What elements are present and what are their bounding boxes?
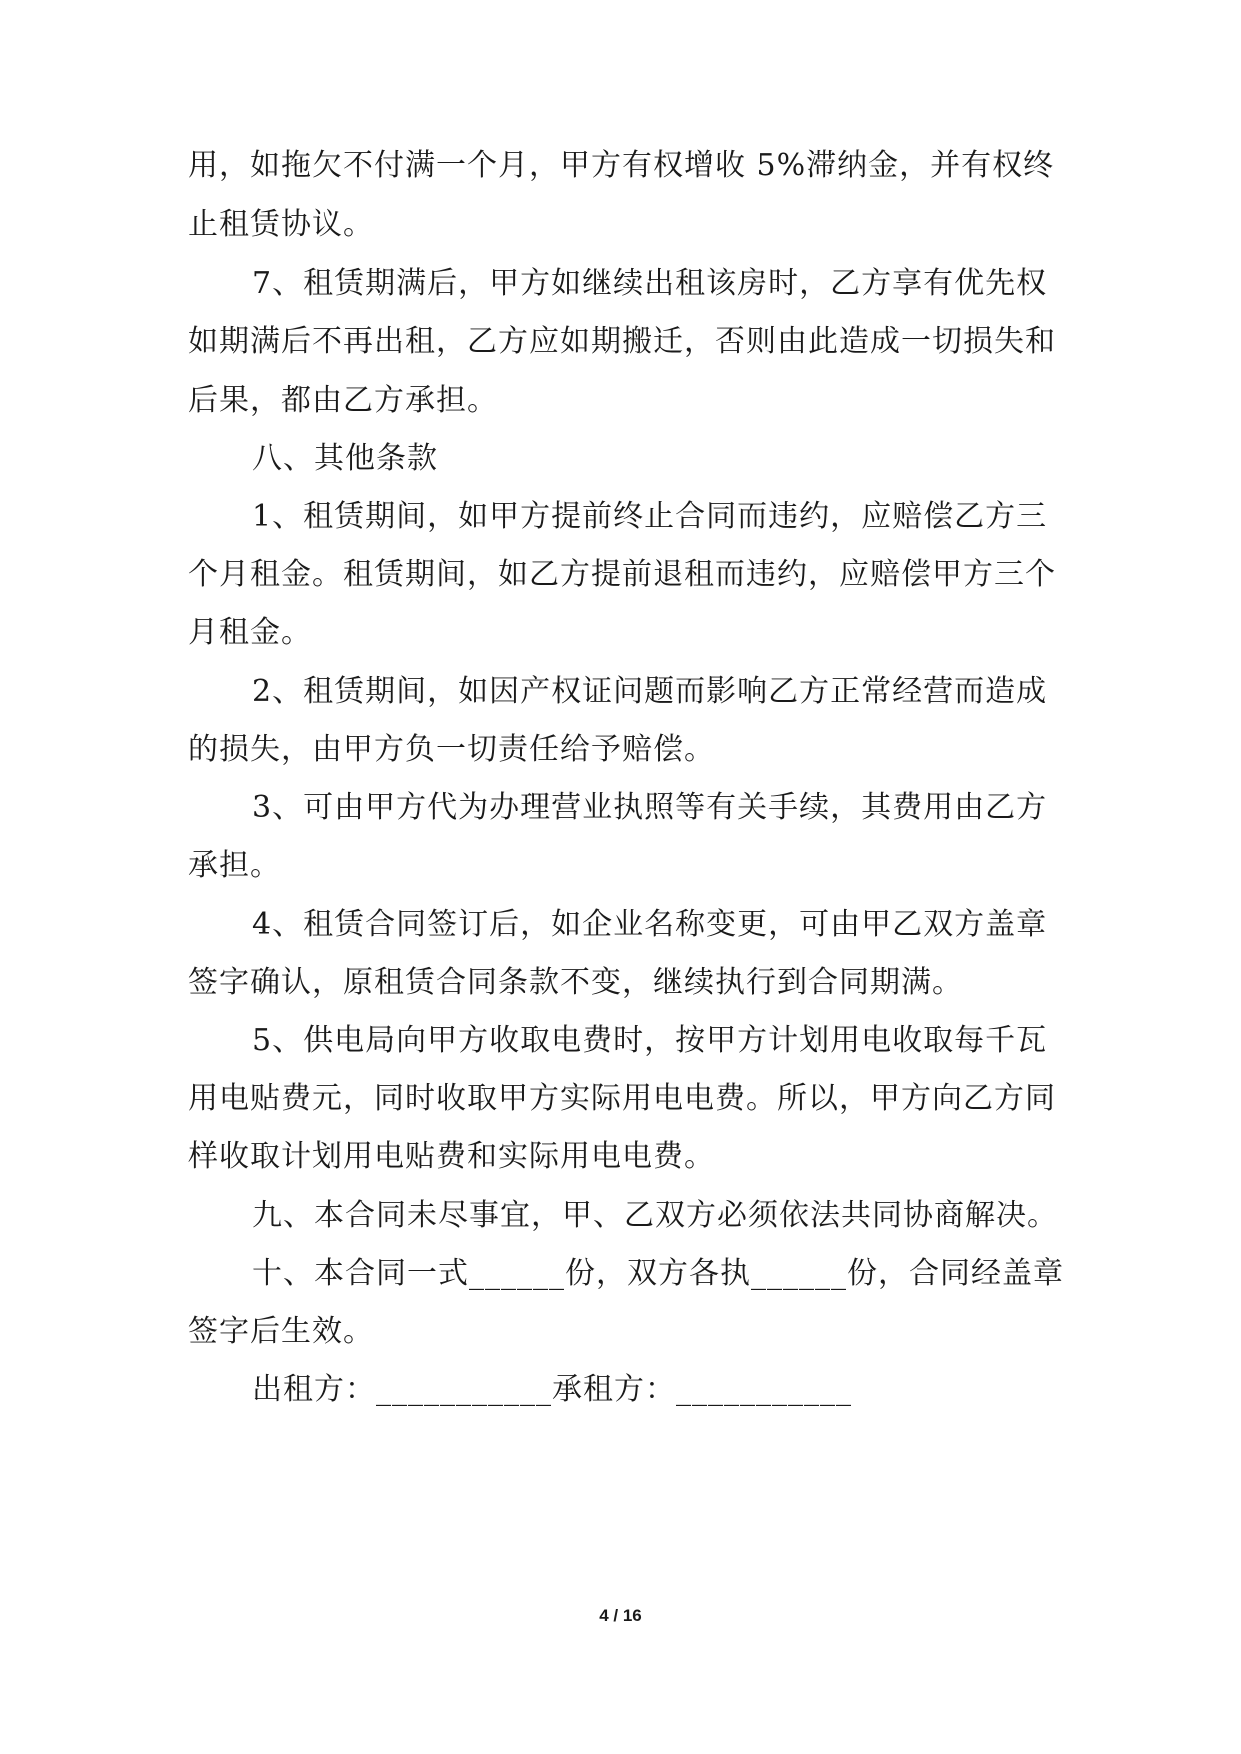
text-line-14: 4、租赁合同签订后，如企业名称变更，可由甲乙双方盖章 <box>252 907 1048 942</box>
text-line-21: 签字后生效。 <box>188 1314 374 1349</box>
text-line-17: 用电贴费元，同时收取甲方实际用电电费。所以，甲方向乙方同 <box>188 1081 1056 1116</box>
text-line-4: 如期满后不再出租，乙方应如期搬迁，否则由此造成一切损失和 <box>188 324 1056 359</box>
text-line-9: 月租金。 <box>188 615 312 650</box>
text-line-13: 承担。 <box>188 848 281 883</box>
text-line-15: 签字确认，原租赁合同条款不变，继续执行到合同期满。 <box>188 965 963 1000</box>
text-line-10: 2、租赁期间，如因产权证问题而影响乙方正常经营而造成 <box>252 674 1048 709</box>
text-line-3: 7、租赁期满后，甲方如继续出租该房时，乙方享有优先权 <box>252 266 1048 301</box>
text-line-8: 个月租金。租赁期间，如乙方提前退租而违约，应赔偿甲方三个 <box>188 557 1056 592</box>
section-heading-10: 十、本合同一式______份，双方各执______份，合同经盖章 <box>252 1256 1064 1291</box>
text-line-7: 1、租赁期间，如甲方提前终止合同而违约，应赔偿乙方三 <box>252 499 1048 534</box>
page-number: 4 / 16 <box>599 1606 642 1625</box>
text-line-16: 5、供电局向甲方收取电费时，按甲方计划用电收取每千瓦 <box>252 1023 1048 1058</box>
text-line-18: 样收取计划用电贴费和实际用电电费。 <box>188 1139 715 1174</box>
section-heading-9: 九、本合同未尽事宜，甲、乙双方必须依法共同协商解决。 <box>252 1198 1058 1233</box>
text-line-12: 3、可由甲方代为办理营业执照等有关手续，其费用由乙方 <box>252 790 1048 825</box>
signature-line: 出租方：___________承租方：___________ <box>252 1372 852 1407</box>
text-line-2: 止租赁协议。 <box>188 207 374 242</box>
text-line-1: 用，如拖欠不付满一个月，甲方有权增收 5%滞纳金，并有权终 <box>188 148 1055 183</box>
text-line-5: 后果，都由乙方承担。 <box>188 383 498 418</box>
section-heading-8: 八、其他条款 <box>252 441 438 476</box>
text-line-11: 的损失，由甲方负一切责任给予赔偿。 <box>188 732 715 767</box>
